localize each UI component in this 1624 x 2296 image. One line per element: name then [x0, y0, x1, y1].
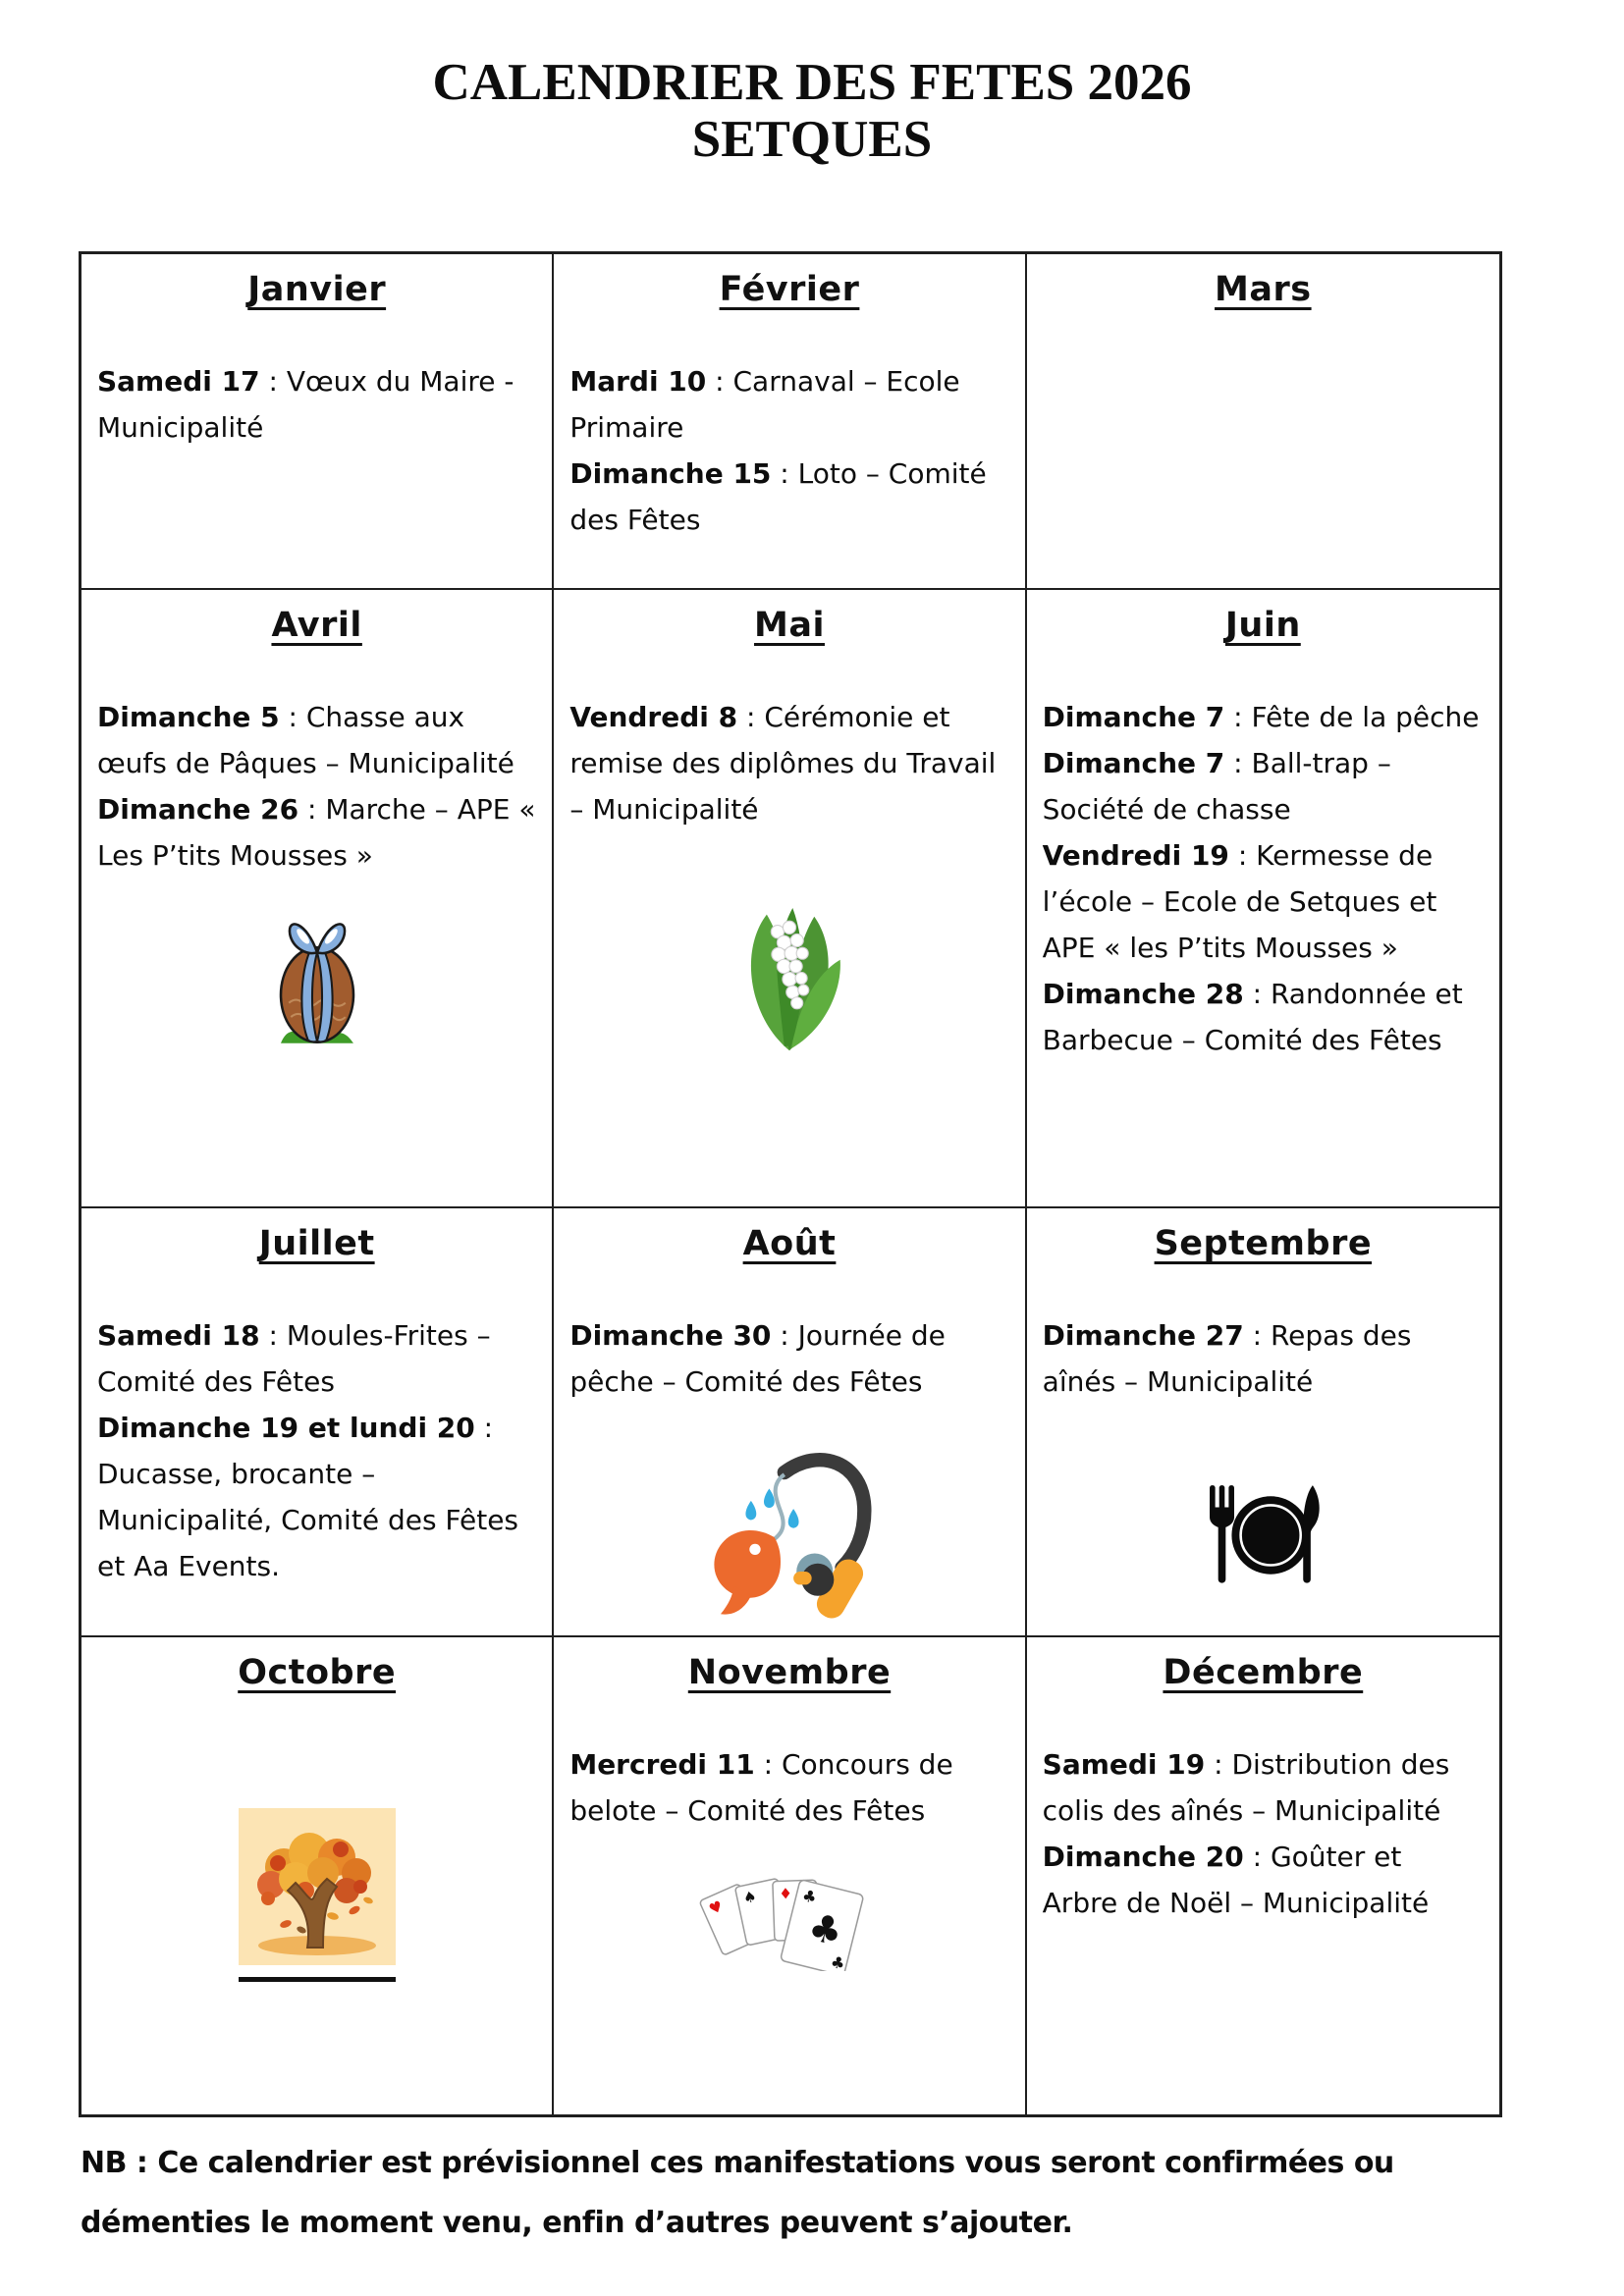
event: Samedi 19 : Distribution des colis des aînés – Municipalité [1042, 1748, 1450, 1827]
image-underline-bar [239, 1977, 396, 1982]
month-header-mai: Mai [754, 606, 825, 645]
month-header-novembre: Novembre [687, 1653, 892, 1692]
month-header-juin: Juin [1224, 606, 1301, 645]
month-cell-octobre [81, 1637, 554, 2114]
month-header-septembre: Septembre [1154, 1224, 1373, 1263]
month-cell-avril [81, 590, 554, 1208]
svg-text:♠: ♠ [741, 1887, 759, 1908]
month-cell-mai [554, 590, 1026, 1208]
page-title: CALENDRIER DES FETES 2026 [432, 54, 1192, 111]
event: Vendredi 8 : Cérémonie et remise des diplômes du Travail – Municipalité [569, 701, 997, 826]
event: Dimanche 7 : Ball-trap – Société de chasse [1042, 747, 1391, 826]
month-cell-aout [554, 1208, 1026, 1637]
document-title-block [0, 0, 1624, 168]
event: Samedi 17 : Vœux du Maire - Municipalité [97, 365, 514, 444]
month-cell-fevrier [554, 254, 1026, 590]
event: Samedi 18 : Moules-Frites – Comité des Fêtes [97, 1319, 491, 1398]
svg-text:♣: ♣ [803, 1904, 847, 1956]
event: Vendredi 19 : Kermesse de l’école – Ecole de Setques et APE « les P’tits Mousses » [1042, 839, 1437, 964]
lily-of-the-valley-image [569, 886, 1008, 1063]
event: Mardi 10 : Carnaval – Ecole Primaire [569, 365, 960, 444]
month-header-avril: Avril [271, 606, 362, 645]
autumn-tree-image [97, 1808, 536, 1982]
page-subtitle: SETQUES [691, 111, 933, 168]
easter-egg-image [97, 904, 536, 1055]
footer-line-2: démenties le moment venu, enfin d’autres peuvent s’ajouter. [81, 2206, 1073, 2240]
event: Dimanche 20 : Goûter et Arbre de Noël – Municipalité [1042, 1841, 1430, 1919]
svg-text:♥: ♥ [706, 1896, 727, 1919]
svg-text:♦: ♦ [779, 1885, 793, 1903]
event: Dimanche 15 : Loto – Comité des Fêtes [569, 457, 987, 536]
month-cell-septembre [1027, 1208, 1499, 1637]
svg-text:♣: ♣ [800, 1886, 819, 1908]
month-header-decembre: Décembre [1163, 1653, 1364, 1692]
event: Dimanche 26 : Marche – APE « Les P’tits Mousses » [97, 793, 536, 872]
month-cell-janvier [81, 254, 554, 590]
footer-note [81, 2133, 1485, 2253]
plate-fork-knife-image [1043, 1481, 1484, 1595]
month-cell-juin [1027, 590, 1499, 1208]
event: Dimanche 19 et lundi 20 : Ducasse, brocante – Municipalité, Comité des Fêtes et Aa Events. [97, 1412, 519, 1582]
playing-cards-image [569, 1871, 1008, 1975]
month-cell-novembre [554, 1637, 1026, 2114]
event: Dimanche 27 : Repas des aînés – Municipalité [1042, 1319, 1412, 1398]
month-header-octobre: Octobre [238, 1653, 397, 1692]
event: Dimanche 28 : Randonnée et Barbecue – Comité des Fêtes [1042, 978, 1463, 1056]
event: Dimanche 7 : Fête de la pêche [1042, 701, 1480, 733]
month-cell-juillet [81, 1208, 554, 1637]
footer-line-1: NB : Ce calendrier est prévisionnel ces manifestations vous seront confirmées ou [81, 2146, 1394, 2180]
month-cell-mars [1027, 254, 1499, 590]
month-header-aout: Août [742, 1224, 837, 1263]
month-header-fevrier: Février [719, 270, 860, 309]
calendar-table [79, 251, 1502, 2117]
month-header-janvier: Janvier [247, 270, 387, 309]
month-header-juillet: Juillet [258, 1224, 375, 1263]
fishing-pole-and-fish-image [569, 1446, 1008, 1632]
month-cell-decembre [1027, 1637, 1499, 2114]
month-header-mars: Mars [1215, 270, 1312, 309]
event: Dimanche 5 : Chasse aux œufs de Pâques – Municipalité [97, 701, 514, 779]
svg-text:♣: ♣ [829, 1951, 847, 1971]
event: Mercredi 11 : Concours de belote – Comité des Fêtes [569, 1748, 953, 1827]
event: Dimanche 30 : Journée de pêche – Comité des Fêtes [569, 1319, 946, 1398]
